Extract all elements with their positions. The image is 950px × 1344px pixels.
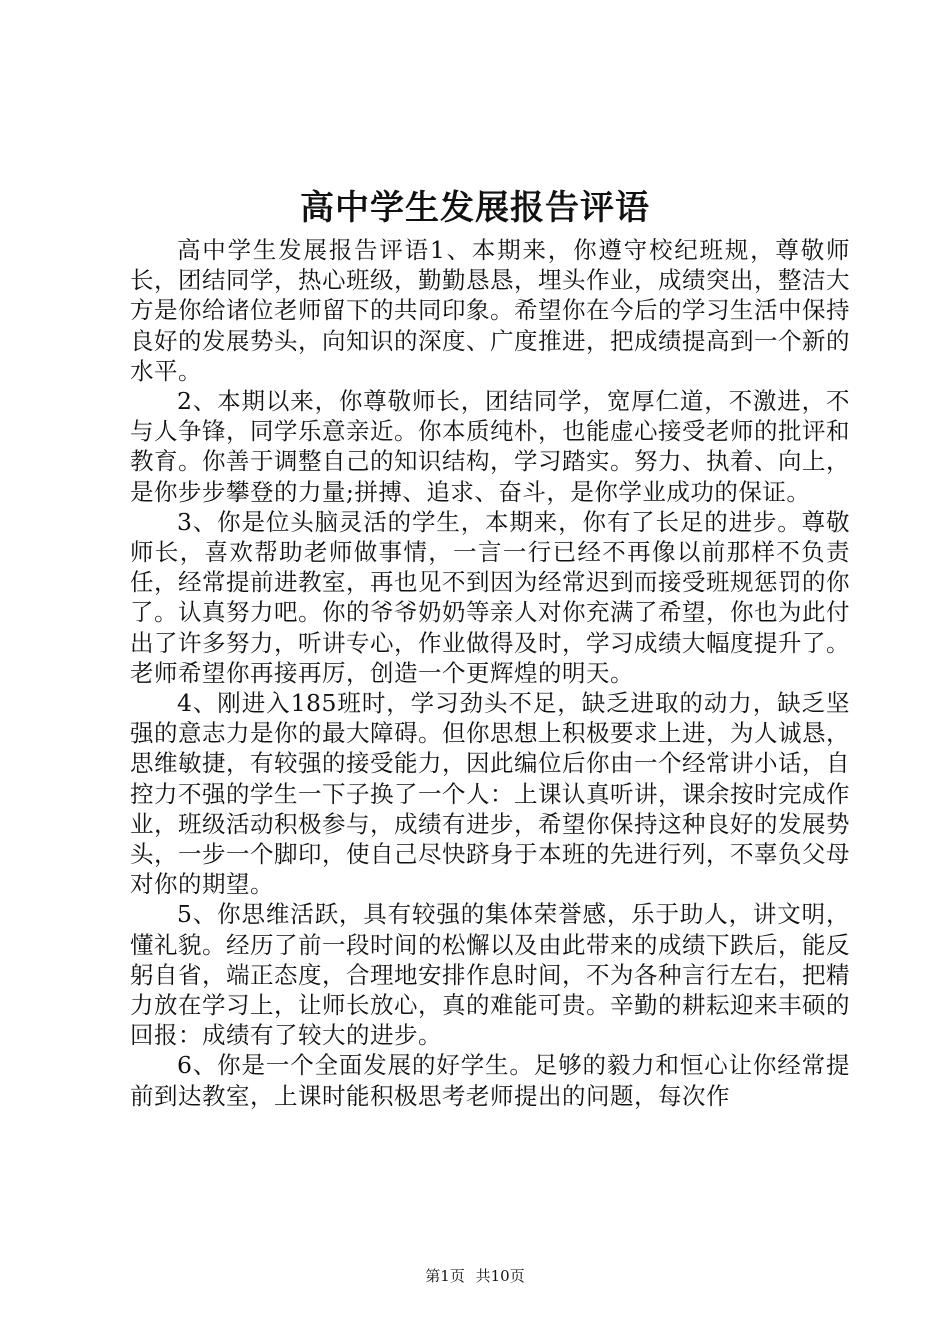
paragraph-1: 高中学生发展报告评语1、本期来，你遵守校纪班规，尊敬师长，团结同学，热心班级，勤勤恳恳，埋头作业，成绩突出，整洁大方是你给诸位老师留下的共同印象。希望你在今后的学习生活中保持良好的发展势头，向知识的深度、广度推进，把成绩提高到一个新的水平。 (130, 236, 850, 385)
paragraph-2: 2、本期以来，你尊敬师长，团结同学，宽厚仁道，不激进，不与人争锋，同学乐意亲近。你本质纯朴，也能虚心接受老师的批评和教育。你善于调整自己的知识结构，学习踏实。努力、执着、向上，是你步步攀登的力量;拼搏、追求、奋斗，是你学业成功的保证。 (130, 387, 850, 506)
page-number: 第1页 (425, 1267, 465, 1285)
document-body (130, 235, 850, 1111)
paragraph-3: 3、你是位头脑灵活的学生，本期来，你有了长足的进步。尊敬师长，喜欢帮助老师做事情，一言一行已经不再像以前那样不负责任，经常提前进教室，再也见不到因为经常迟到而接受班规惩罚的你了。认真努力吧。你的爷爷奶奶等亲人对你充满了希望，你也为此付出了许多努力，听讲专心，作业做得及时，学习成绩大幅度提升了。老师希望你再接再厉，创造一个更辉煌的明天。 (130, 507, 850, 687)
document-title: 高中学生发展报告评语 (300, 188, 650, 228)
paragraph-6: 6、你是一个全面发展的好学生。足够的毅力和恒心让你经常提前到达教室，上课时能积极思考老师提出的问题，每次作 (130, 1051, 850, 1110)
page-footer (0, 1266, 950, 1286)
paragraph-4: 4、刚进入185班时，学习劲头不足，缺乏进取的动力，缺乏坚强的意志力是你的最大障碍。但你思想上积极要求上进，为人诚恳，思维敏捷，有较强的接受能力，因此编位后你由一个经常讲小话，自控力不强的学生一下子换了一个人：上课认真听讲，课余按时完成作业，班级活动积极参与，成绩有进步，希望你保持这种良好的发展势头，一步一个脚印，使自己尽快跻身于本班的先进行列，不辜负父母对你的期望。 (130, 689, 850, 899)
page-total: 共10页 (475, 1267, 525, 1285)
paragraph-5: 5、你思维活跃，具有较强的集体荣誉感，乐于助人，讲文明，懂礼貌。经历了前一段时间的松懈以及由此带来的成绩下跌后，能反躬自省，端正态度，合理地安排作息时间，不为各种言行左右，把精力放在学习上，让师长放心，真的难能可贵。辛勤的耕耘迎来丰硕的回报：成绩有了较大的进步。 (130, 900, 850, 1050)
